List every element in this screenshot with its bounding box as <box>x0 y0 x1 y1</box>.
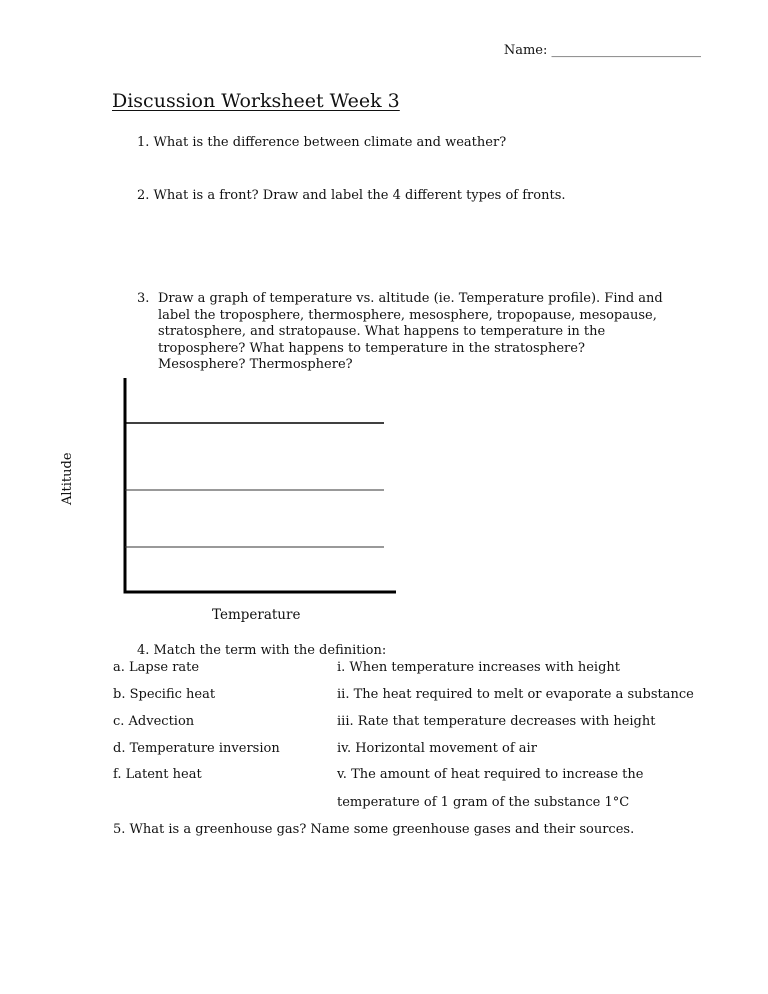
y-axis-label: Altitude <box>60 452 75 505</box>
definition-i: i. When temperature increases with height <box>337 660 621 675</box>
term-d: d. Temperature inversion <box>113 741 280 756</box>
question-3-text: Draw a graph of temperature vs. altitude (ie. Temperature profile). Find and label the troposphere, thermosphere, mesosphere, tropopause, mesopause, stratosphere, and stratopause. What happens to temperature in the troposphere? What happens to temperature in the stratosphere? Mesosphere? Thermosphere? <box>158 291 663 372</box>
page-title: Discussion Worksheet Week 3 <box>112 90 400 112</box>
definition-ii: ii. The heat required to melt or evaporate a substance <box>337 687 694 702</box>
definition-v: v. The amount of heat required to increase the <box>337 767 644 782</box>
question-1: 1. What is the difference between climate and weather? <box>137 135 507 150</box>
term-a: a. Lapse rate <box>113 660 200 675</box>
term-c: c. Advection <box>113 714 195 729</box>
x-axis-label: Temperature <box>212 607 301 623</box>
question-4: 4. Match the term with the definition: <box>137 643 387 658</box>
question-2: 2. What is a front? Draw and label the 4 different types of fronts. <box>137 188 566 203</box>
definition-iii: iii. Rate that temperature decreases with height <box>337 714 656 729</box>
name-field-label: Name: _______________________ <box>503 43 701 58</box>
term-f: f. Latent heat <box>113 767 202 782</box>
question-5: 5. What is a greenhouse gas? Name some greenhouse gases and their sources. <box>113 822 635 837</box>
question-3-number: 3. <box>137 291 150 306</box>
definition-v-continued: temperature of 1 gram of the substance 1°C <box>337 795 630 810</box>
definition-iv: iv. Horizontal movement of air <box>337 741 537 756</box>
term-b: b. Specific heat <box>113 687 216 702</box>
